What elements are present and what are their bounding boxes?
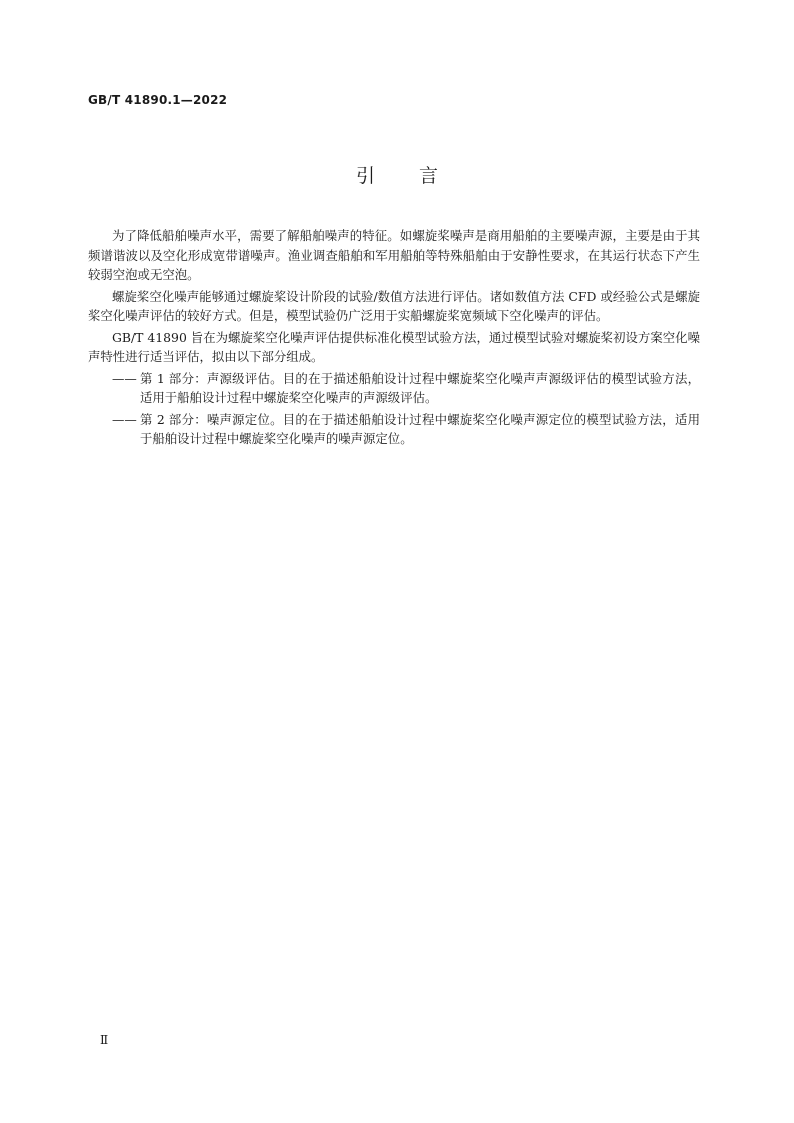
- list-item: [88, 369, 700, 408]
- list-item-text: 第 2 部分：噪声源定位。目的在于描述船舶设计过程中螺旋桨空化噪声源定位的模型试验方法，适用于船舶设计过程中螺旋桨空化噪声的噪声源定位。: [140, 411, 700, 446]
- page-title: 引言: [355, 165, 482, 187]
- paragraph: 为了降低船舶噪声水平，需要了解船舶噪声的特征。如螺旋桨噪声是商用船舶的主要噪声源，主要是由于其频谱谐波以及空化形成宽带谱噪声。渔业调查船舶和军用船舶等特殊船舶由于安静性要求，在其运行状态下产生较弱空泡或无空泡。: [88, 228, 700, 282]
- paragraph: 螺旋桨空化噪声能够通过螺旋桨设计阶段的试验/数值方法进行评估。诸如数值方法 CFD 或经验公式是螺旋桨空化噪声评估的较好方式。但是，模型试验仍广泛用于实船螺旋桨宽频域下空化噪声的评估。: [88, 288, 700, 323]
- list-item: [88, 410, 700, 449]
- standard-code: GB/T 41890.1—2022: [88, 93, 228, 107]
- introduction-body: [88, 226, 700, 451]
- list-item-text: 第 1 部分：声源级评估。目的在于描述船舶设计过程中螺旋桨空化噪声声源级评估的模型试验方法，适用于船舶设计过程中螺旋桨空化噪声的声源级评估。: [140, 370, 700, 405]
- list-dash: ——: [112, 370, 137, 386]
- paragraph: GB/T 41890 旨在为螺旋桨空化噪声评估提供标准化模型试验方法，通过模型试验对螺旋桨初设方案空化噪声特性进行适当评估，拟由以下部分组成。: [88, 329, 700, 364]
- page-number: Ⅱ: [100, 1033, 109, 1047]
- list-dash: ——: [112, 411, 137, 427]
